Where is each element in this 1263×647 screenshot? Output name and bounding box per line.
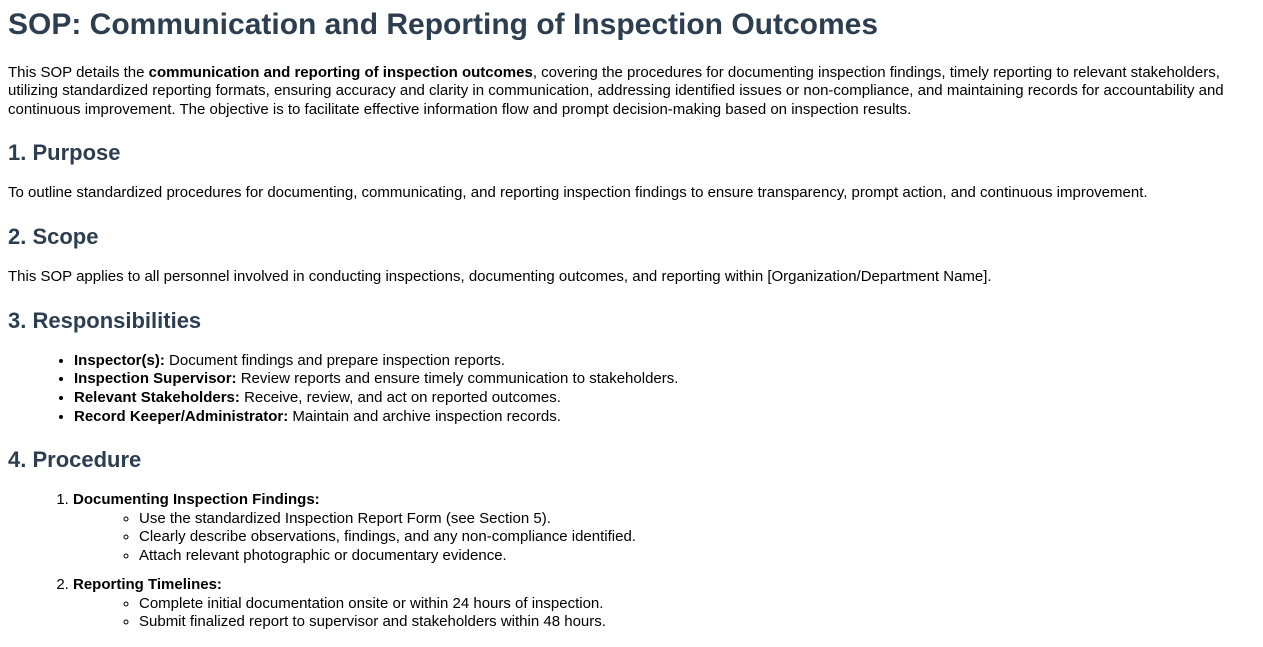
section-heading-procedure: 4. Procedure xyxy=(8,447,142,473)
role-label: Inspection Supervisor: xyxy=(74,370,237,388)
role-description: Maintain and archive inspection records. xyxy=(292,407,561,425)
procedure-step-documenting-findings xyxy=(73,491,1255,565)
procedure-step-reporting-timelines xyxy=(73,576,1255,632)
substep-item: ◦ Use the standardized Inspection Report Form (see Section 5). xyxy=(139,510,1255,529)
section-heading-purpose: 1. Purpose xyxy=(8,140,121,166)
section-heading-responsibilities: 3. Responsibilities xyxy=(8,307,202,333)
responsibilities-list xyxy=(8,352,1255,426)
procedure-substep-list xyxy=(73,510,1255,566)
purpose-paragraph: To outline standardized procedures for documenting, communicating, and reporting inspection findings to ensure transparency, prompt action, and continuous improvement. xyxy=(8,184,1148,202)
role-label: Record Keeper/Administrator: xyxy=(74,407,289,425)
list-item-inspection-supervisor xyxy=(74,370,1255,389)
section-heading-scope: 2. Scope xyxy=(8,223,99,249)
list-item-record-keeper xyxy=(74,408,1255,427)
step-title: Reporting Timelines: xyxy=(73,576,222,594)
substep-item: ◦ Complete initial documentation onsite or within 24 hours of inspection. xyxy=(139,595,1255,614)
role-description: Review reports and ensure timely communication to stakeholders. xyxy=(240,370,679,388)
intro-text-bold: communication and reporting of inspection outcomes xyxy=(148,63,533,81)
procedure-substep-list xyxy=(73,595,1255,632)
role-label: Inspector(s): xyxy=(74,351,165,369)
scope-paragraph: This SOP applies to all personnel involved in conducting inspections, documenting outcomes, and reporting within [Organization/Department Name]. xyxy=(8,268,992,286)
page-title: SOP: Communication and Reporting of Inspection Outcomes xyxy=(8,8,879,41)
intro-paragraph xyxy=(8,64,1255,120)
step-title: Documenting Inspection Findings: xyxy=(73,491,320,509)
role-description: Document findings and prepare inspection reports. xyxy=(169,351,506,369)
substep-item: ◦ Submit finalized report to supervisor and stakeholders within 48 hours. xyxy=(139,613,1255,632)
intro-text-post: , covering the procedures for documenting inspection findings, timely reporting to relevant stakeholders, utilizing standardized reporting formats, ensuring accuracy and clarity in communication, addressing identified issues or non-compliance, and maintaining records for accountability and continuous improvement. The objective is to facilitate effective information flow and prompt decision-making based on inspection results. xyxy=(8,63,1224,118)
role-description: Receive, review, and act on reported outcomes. xyxy=(244,389,561,406)
procedure-list xyxy=(8,491,1255,632)
substep-item: ◦ Attach relevant photographic or documentary evidence. xyxy=(139,547,1255,566)
intro-text-pre: This SOP details the xyxy=(8,63,149,81)
substep-item: ◦ Clearly describe observations, findings, and any non-compliance identified. xyxy=(139,528,1255,547)
role-label: Relevant Stakeholders: xyxy=(74,389,240,406)
list-item-inspectors xyxy=(74,352,1255,371)
list-item-relevant-stakeholders xyxy=(74,389,1255,408)
